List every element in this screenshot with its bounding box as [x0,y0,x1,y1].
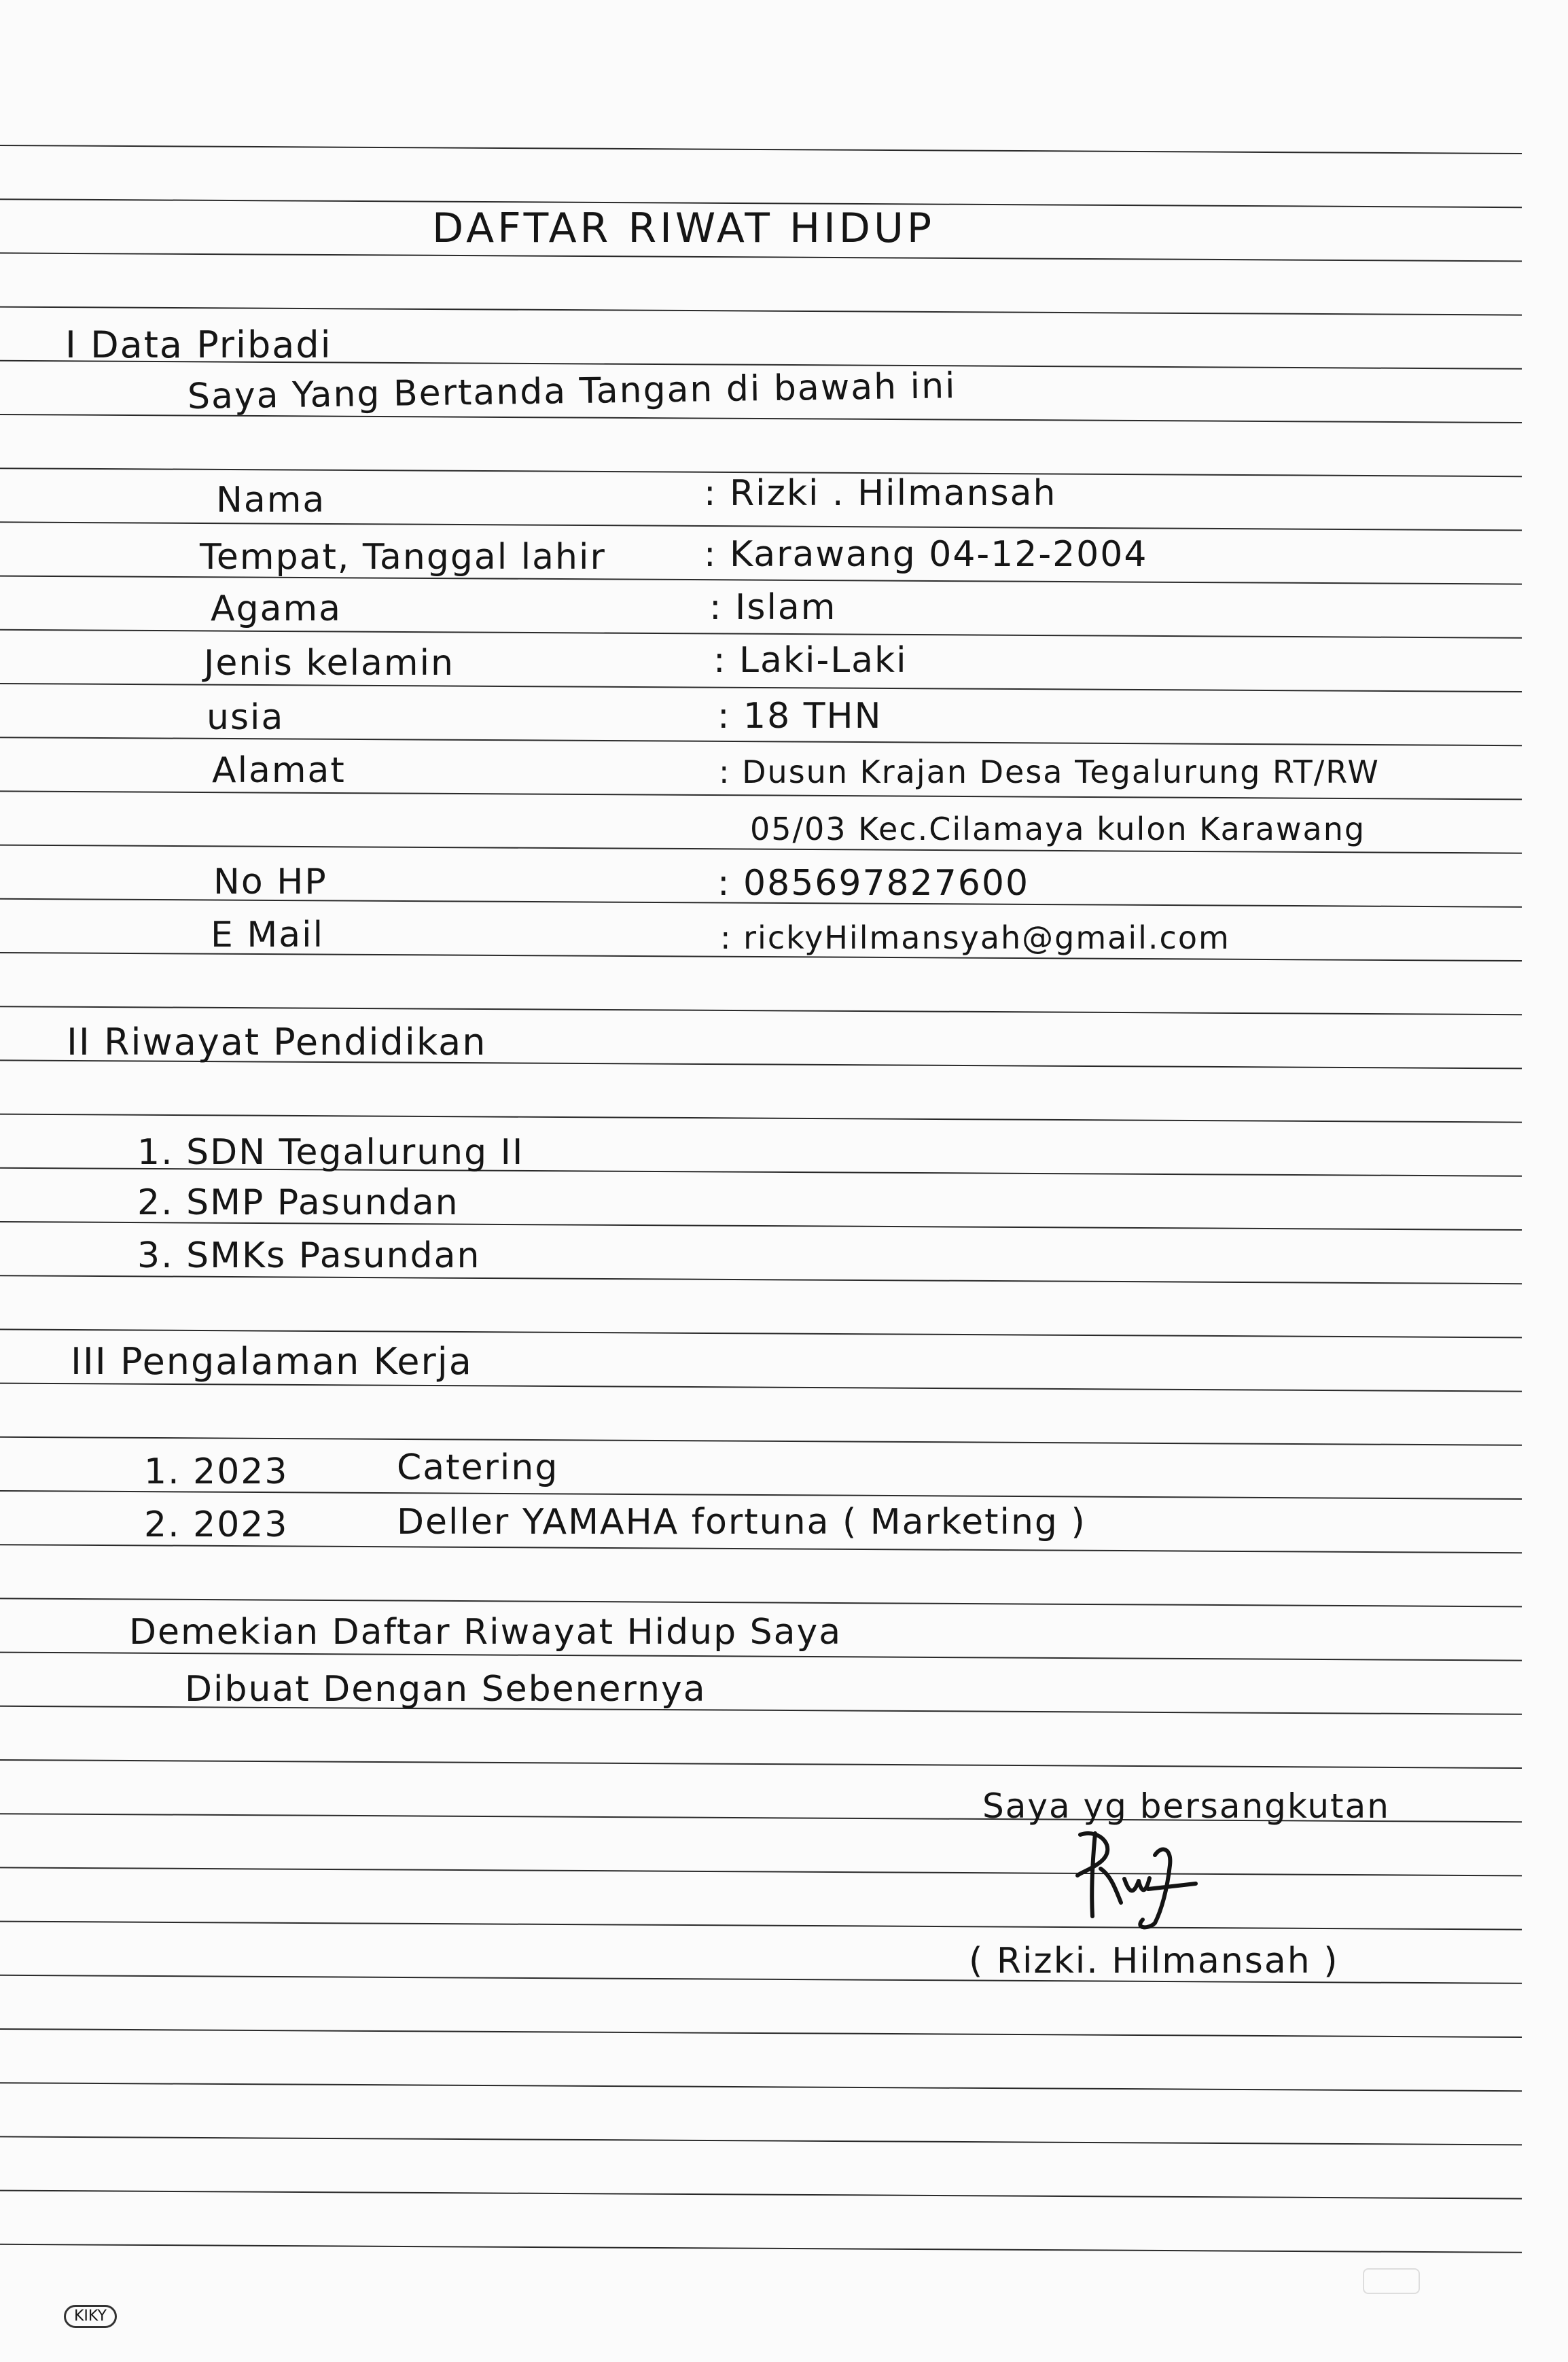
education-item-1: 1. SDN Tegalurung II [137,1132,524,1173]
page-number-box [1363,2268,1420,2294]
section-heading-riwayat-pendidikan: II Riwayat Pendidikan [67,1021,487,1063]
intro-statement: Saya Yang Bertanda Tangan di bawah ini [187,366,957,417]
work-item-2-desc: Deller YAMAHA fortuna ( Marketing ) [397,1502,1086,1543]
ruled-line [0,737,1522,745]
education-item-2: 2. SMP Pasundan [137,1182,459,1223]
ruled-line [0,1760,1522,1768]
signature-label: Saya yg bersangkutan [982,1786,1390,1826]
ruled-line [0,1545,1522,1553]
field-label-nama: Nama [216,480,326,521]
field-value-alamat-line1: : Dusun Krajan Desa Tegalurung RT/RW [719,754,1380,790]
ruled-line [0,2083,1522,2091]
section-heading-data-pribadi: I Data Pribadi [65,323,332,366]
field-label-email: E Mail [211,915,325,955]
field-value-agama: : Islam [709,587,837,628]
ruled-line [0,2029,1522,2037]
ruled-line [0,1275,1522,1284]
ruled-line [0,2191,1522,2199]
ruled-line [0,684,1522,692]
field-label-jenis-kelamin: Jenis kelamin [204,643,455,684]
handwritten-signature [1053,1808,1257,1937]
field-label-alamat: Alamat [212,750,346,791]
ruled-line [0,1006,1522,1015]
section-heading-pengalaman-kerja: III Pengalaman Kerja [71,1340,473,1383]
ruled-line [0,307,1522,315]
document-title: DAFTAR RIWAT HIDUP [432,205,936,252]
ruled-line [0,630,1522,638]
ruled-line [0,145,1522,154]
work-item-1-year: 1. 2023 [144,1451,289,1492]
ruled-line [0,253,1522,261]
ruled-line [0,1437,1522,1445]
field-value-nama: : Rizki . Hilmansah [704,473,1057,514]
work-item-2-year: 2. 2023 [144,1504,289,1545]
field-value-email: : rickyHilmansyah@gmail.com [720,919,1230,956]
field-label-tempat-tanggal-lahir: Tempat, Tanggal lahir [200,537,606,578]
signature-name: ( Rizki. Hilmansah ) [969,1941,1339,1981]
education-item-3: 3. SMKs Pasundan [137,1235,481,1276]
ruled-line [0,2244,1522,2253]
field-value-tempat-tanggal-lahir: : Karawang 04-12-2004 [704,534,1148,575]
ruled-line [0,522,1522,530]
field-value-usia: : 18 THN [717,696,883,737]
field-label-no-hp: No HP [213,862,327,902]
closing-line-1: Demekian Daftar Riwayat Hidup Saya [129,1612,842,1653]
ruled-line [0,1114,1522,1123]
ruled-line [0,1329,1522,1337]
field-value-jenis-kelamin: : Laki-Laki [713,640,908,681]
ruled-line [0,1653,1522,1661]
ruled-line [0,1867,1522,1875]
ruled-line [0,1598,1522,1606]
notebook-brand-mark: KIKY [64,2305,117,2328]
ruled-line [0,791,1522,799]
work-item-1-desc: Catering [397,1447,559,1488]
closing-line-2: Dibuat Dengan Sebenernya [185,1669,707,1710]
ruled-line [0,1383,1522,1392]
field-value-no-hp: : 085697827600 [717,863,1030,904]
field-value-alamat-line2: 05/03 Kec.Cilamaya kulon Karawang [750,811,1366,847]
ruled-line [0,2136,1522,2145]
ruled-line [0,1922,1522,1930]
field-label-agama: Agama [211,588,342,629]
field-label-usia: usia [207,697,285,738]
